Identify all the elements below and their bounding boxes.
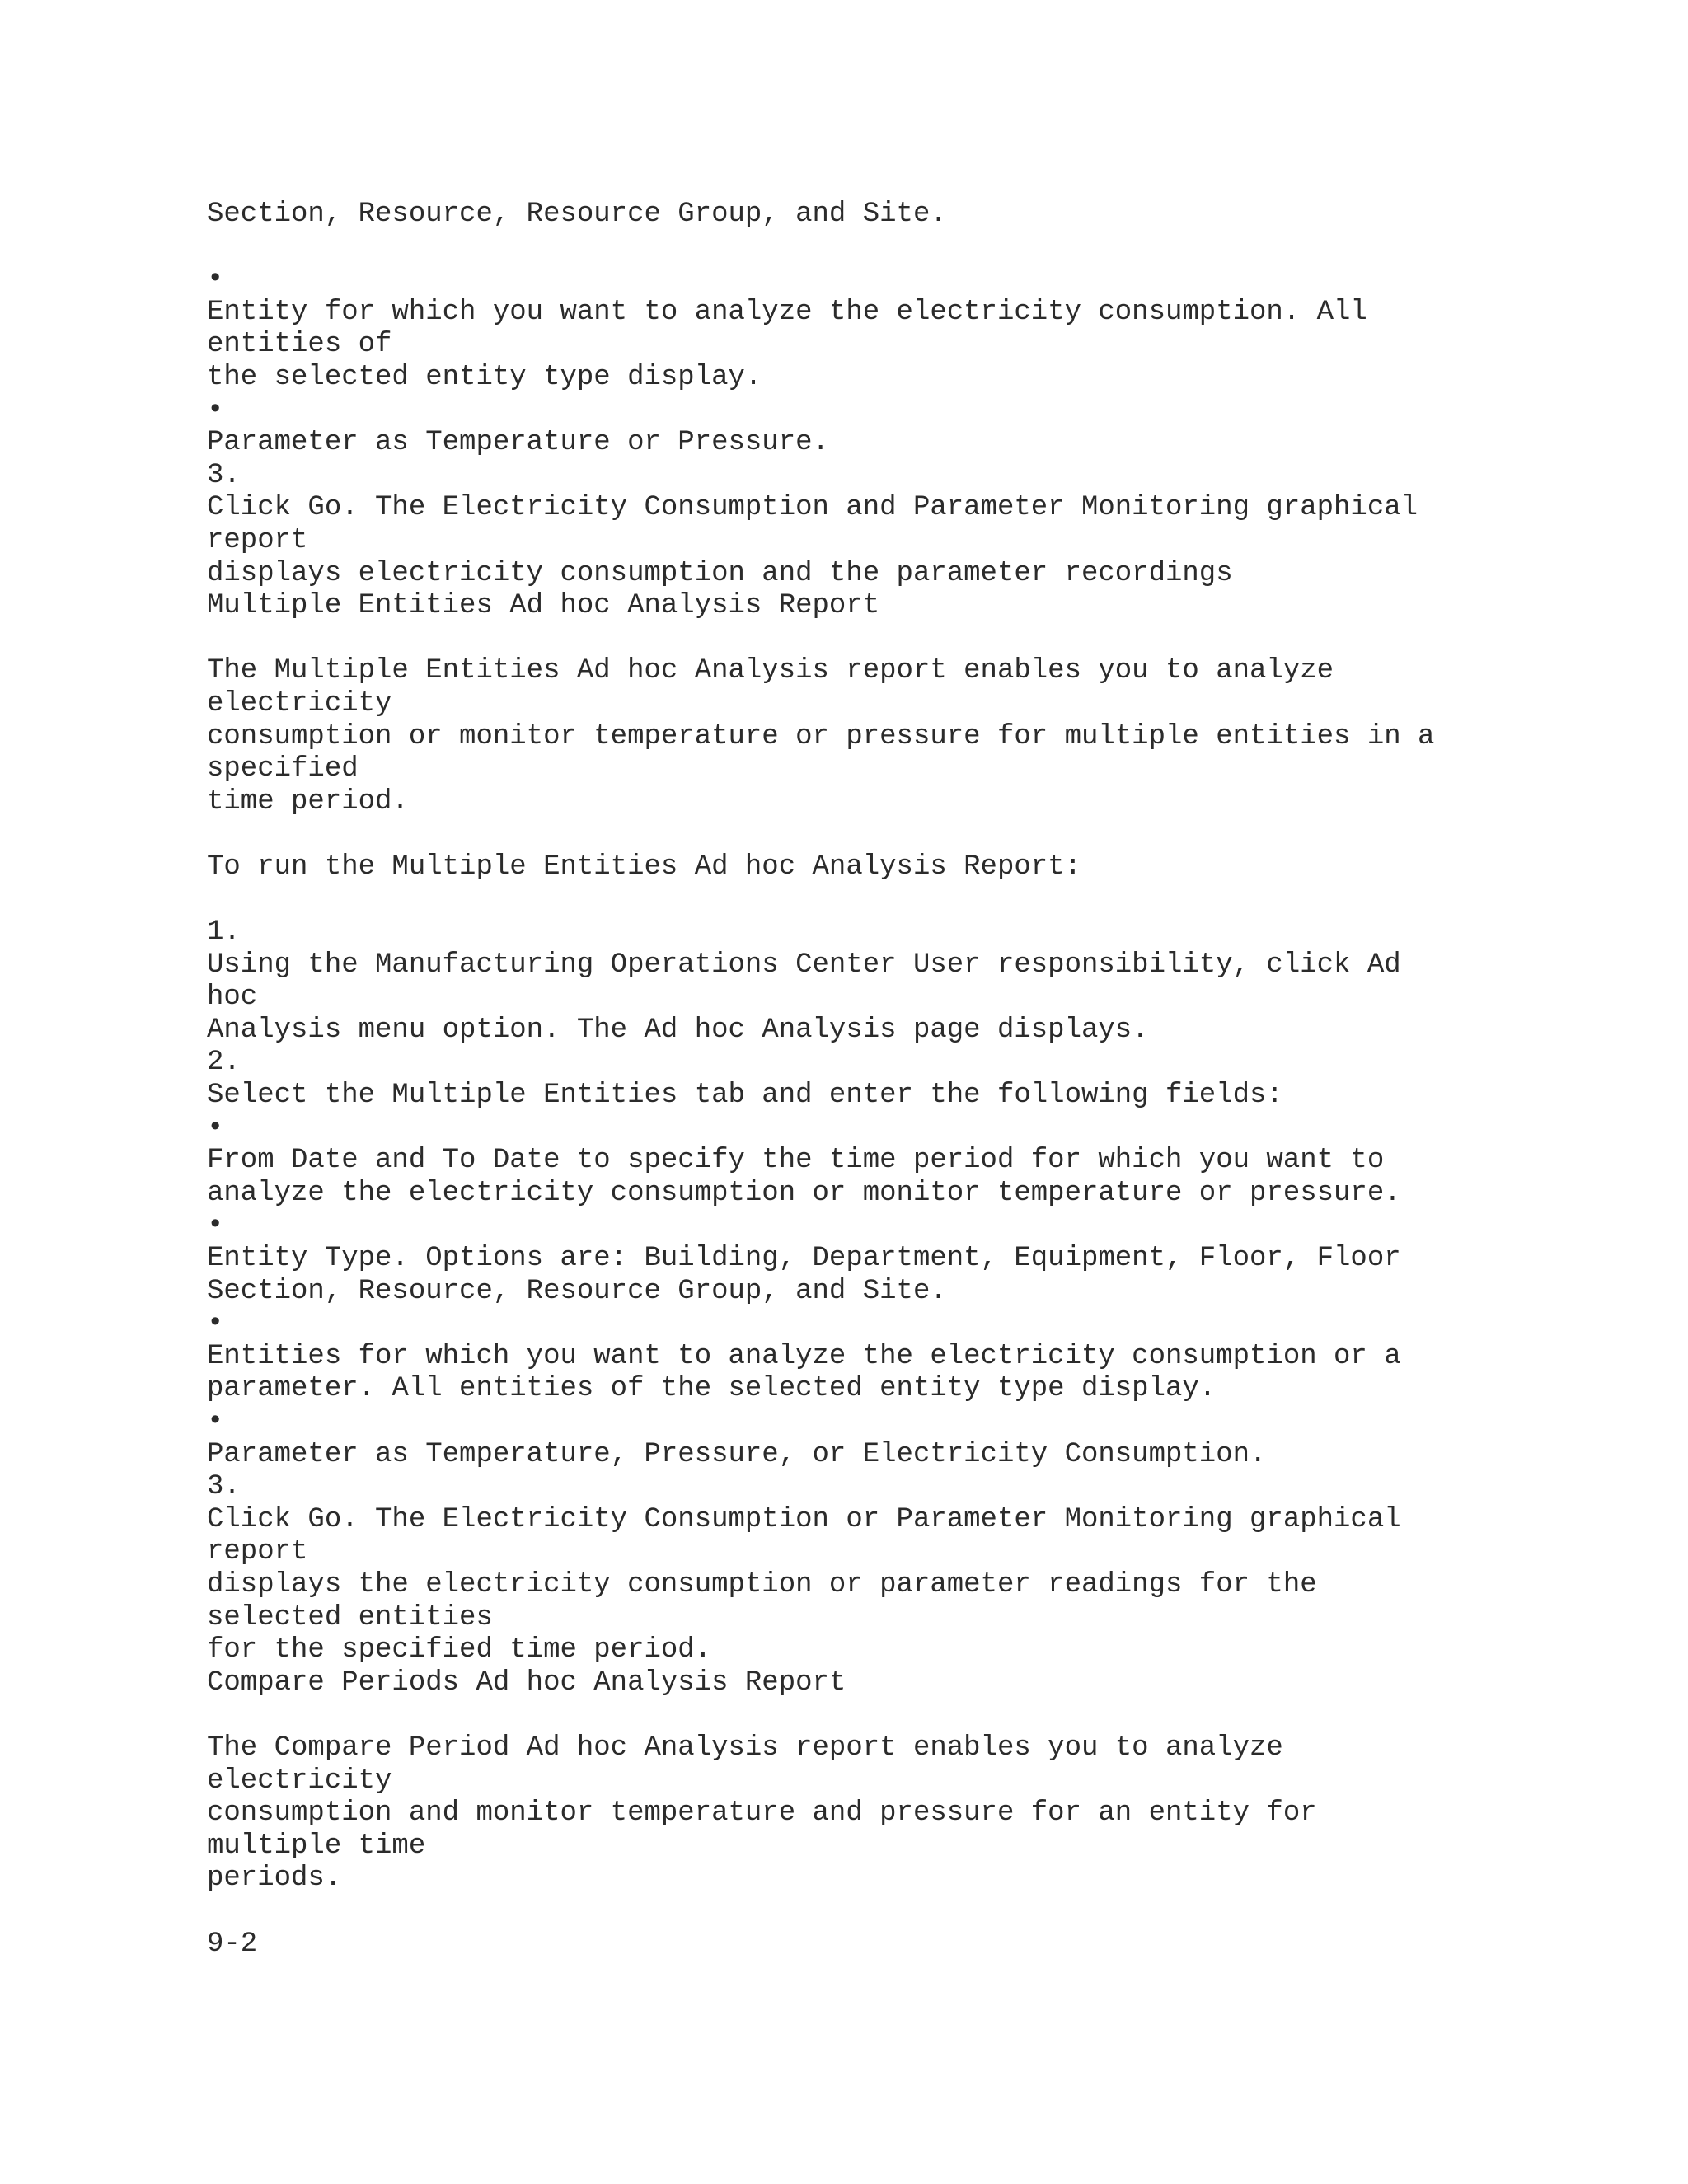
text-line: displays electricity consumption and the parameter recordings: [207, 557, 1233, 589]
text-line: Click Go. The Electricity Consumption or Parameter Monitoring graphical: [207, 1503, 1401, 1535]
text-line: Using the Manufacturing Operations Center User responsibility, click Ad: [207, 949, 1401, 981]
text-line: The Compare Period Ad hoc Analysis report enables you to analyze: [207, 1732, 1283, 1764]
text-line: •: [207, 394, 224, 426]
text-line: [207, 818, 1674, 851]
text-line: 1.: [207, 916, 241, 949]
text-line: [207, 883, 1674, 916]
text-line: 3.: [207, 459, 241, 491]
text-line: 2.: [207, 1047, 241, 1079]
text-line: consumption and monitor temperature and pressure for an entity for: [207, 1797, 1317, 1830]
text-line: Select the Multiple Entities tab and enter the following fields:: [207, 1080, 1283, 1112]
text-line: entities of: [207, 329, 392, 361]
text-line: displays the electricity consumption or parameter readings for the: [207, 1568, 1317, 1601]
text-line: Entity for which you want to analyze the electricity consumption. All: [207, 296, 1367, 328]
text-line: •: [207, 1405, 224, 1437]
text-line: consumption or monitor temperature or pressure for multiple entities in a: [207, 720, 1435, 752]
text-line: multiple time: [207, 1830, 426, 1862]
text-line: Parameter as Temperature or Pressure.: [207, 427, 829, 459]
text-line: electricity: [207, 687, 392, 719]
page-number: 9-2: [207, 1929, 258, 1960]
text-line: parameter. All entities of the selected entity type display.: [207, 1373, 1217, 1405]
text-line: for the specified time period.: [207, 1634, 712, 1666]
text-line: Parameter as Temperature, Pressure, or Electricity Consumption.: [207, 1438, 1267, 1470]
text-line: specified: [207, 753, 359, 785]
text-line: report: [207, 1536, 308, 1568]
text-line: •: [207, 1210, 224, 1242]
text-line: 3.: [207, 1471, 241, 1503]
text-line: [207, 623, 1674, 656]
text-line: Analysis menu option. The Ad hoc Analysis page displays.: [207, 1014, 1149, 1046]
text-line: the selected entity type display.: [207, 361, 762, 393]
text-line: Section, Resource, Resource Group, and Site.: [207, 1275, 947, 1307]
text-line: Click Go. The Electricity Consumption and Parameter Monitoring graphical: [207, 492, 1418, 524]
text-line: Entity Type. Options are: Building, Department, Equipment, Floor, Floor: [207, 1243, 1401, 1274]
text-line: time period.: [207, 785, 409, 818]
text-line: From Date and To Date to specify the time period for which you want to: [207, 1145, 1385, 1177]
text-line: analyze the electricity consumption or monitor temperature or pressure.: [207, 1177, 1401, 1209]
text-line: periods.: [207, 1863, 342, 1895]
text-line: •: [207, 1112, 224, 1144]
text-line: Section, Resource, Resource Group, and Site.: [207, 199, 947, 230]
text-line: hoc: [207, 982, 258, 1014]
text-line: report: [207, 524, 308, 556]
text-line: electricity: [207, 1765, 392, 1797]
text-line: •: [207, 264, 224, 296]
text-line: selected entities: [207, 1601, 493, 1633]
text-line: To run the Multiple Entities Ad hoc Analysis Report:: [207, 851, 1081, 883]
text-line: Entities for which you want to analyze the electricity consumption or a: [207, 1340, 1401, 1372]
text-line: [207, 232, 1674, 265]
text-line: The Multiple Entities Ad hoc Analysis report enables you to analyze: [207, 655, 1334, 687]
text-line: •: [207, 1308, 224, 1340]
text-line: [207, 1699, 1674, 1732]
text-line: Compare Periods Ad hoc Analysis Report: [207, 1666, 846, 1699]
document-body: [207, 199, 1674, 1896]
text-line: Multiple Entities Ad hoc Analysis Report: [207, 590, 880, 622]
